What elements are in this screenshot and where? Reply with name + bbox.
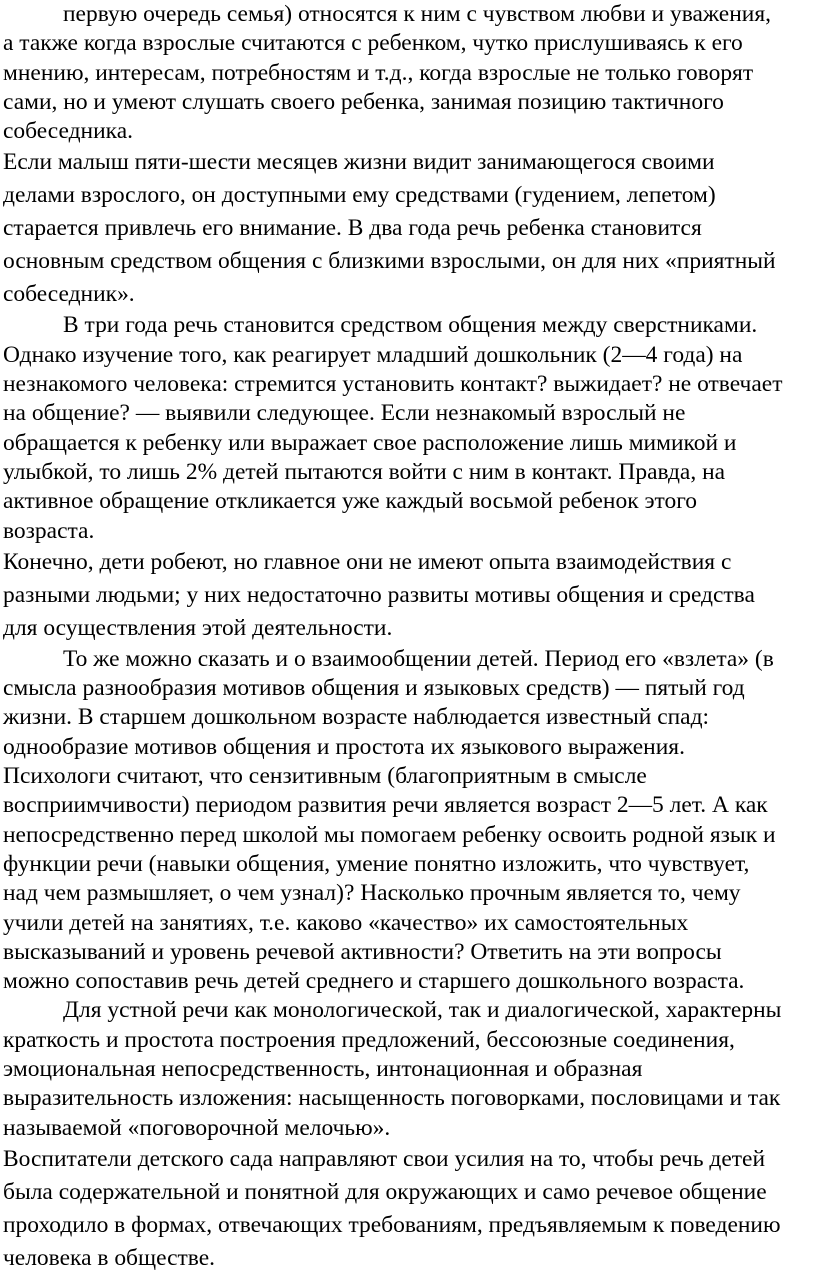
text-line: Для устной речи как монологической, так и диалогической, характерны xyxy=(63,997,782,1024)
text-line: Воспитатели детского сада направляют свои усилия на то, чтобы речь детей xyxy=(3,1145,766,1172)
text-line: была содержательной и понятной для окружающих и само речевое общение xyxy=(3,1178,767,1205)
text-line: Однако изучение того, как реагирует младший дошкольник (2—4 года) на xyxy=(3,341,743,368)
text-line: собеседник». xyxy=(3,281,135,308)
text-line: над чем размышляет, о чем узнал)? Насколько прочным является то, чему xyxy=(3,880,741,907)
text-line: обращается к ребенку или выражает свое расположение лишь мимикой и xyxy=(3,429,737,456)
text-line: То же можно сказать и о взаимообщении детей. Период его «взлета» (в xyxy=(63,645,774,672)
text-line: жизни. В старшем дошкольном возрасте наблюдается известный спад: xyxy=(3,704,710,731)
text-line: можно сопоставив речь детей среднего и старшего дошкольного возраста. xyxy=(3,968,745,995)
text-line: функции речи (навыки общения, умение понятно изложить, что чувствует, xyxy=(3,850,750,877)
text-line: улыбкой, то лишь 2% детей пытаются войти с ним в контакт. Правда, на xyxy=(3,458,726,485)
text-line: В три года речь становится средством общения между сверстниками. xyxy=(63,312,758,339)
text-line: высказываний и уровень речевой активности? Ответить на эти вопросы xyxy=(3,938,722,965)
text-line: Если малыш пяти-шести месяцев жизни видит занимающегося своими xyxy=(3,149,715,176)
text-line: Психологи считают, что сензитивным (благоприятным в смысле xyxy=(3,763,647,790)
text-line: мнению, интересам, потребностям и т.д., когда взрослые не только говорят xyxy=(3,59,754,86)
text-line: основным средством общения с близкими взрослыми, он для них «приятный xyxy=(3,248,776,275)
text-line: учили детей на занятиях, т.е. каково «качество» их самостоятельных xyxy=(3,909,689,936)
text-line: человека в обществе. xyxy=(3,1244,215,1271)
text-line: активное обращение откликается уже каждый восьмой ребенок этого xyxy=(3,488,698,515)
text-line: делами взрослого, он доступными ему средствами (гудением, лепетом) xyxy=(3,182,716,209)
text-line: эмоциональная непосредственность, интонационная и образная xyxy=(3,1056,643,1083)
text-line: Конечно, дети робеют, но главное они не имеют опыта взаимодействия с xyxy=(3,548,732,575)
text-line: сами, но и умеют слушать своего ребенка, занимая позицию тактичного xyxy=(3,88,724,115)
text-line: разными людьми; у них недостаточно развиты мотивы общения и средства xyxy=(3,581,755,608)
text-line: для осуществления этой деятельности. xyxy=(3,614,393,641)
text-line: старается привлечь его внимание. В два года речь ребенка становится xyxy=(3,215,702,242)
text-line: однообразие мотивов общения и простота их языкового выражения. xyxy=(3,733,685,760)
text-line: выразительность изложения: насыщенность поговорками, пословицами и так xyxy=(3,1085,781,1112)
text-line: возраста. xyxy=(3,517,95,544)
text-line: называемой «поговорочной мелочью». xyxy=(3,1114,391,1141)
text-line: непосредственно перед школой мы помогаем ребенку освоить родной язык и xyxy=(3,821,776,848)
text-line: восприимчивости) периодом развития речи является возраст 2—5 лет. А как xyxy=(3,792,768,819)
text-line: краткость и простота построения предложений, бессоюзные соединения, xyxy=(3,1026,735,1053)
text-line: а также когда взрослые считаются с ребенком, чутко прислушиваясь к его xyxy=(3,30,743,57)
text-line: собеседника. xyxy=(3,118,134,145)
text-line: на общение? — выявили следующее. Если незнакомый взрослый не xyxy=(3,400,686,427)
text-line: смысла разнообразия мотивов общения и языковых средств) — пятый год xyxy=(3,675,745,702)
text-line: проходило в формах, отвечающих требованиям, предъявляемым к поведению xyxy=(3,1211,781,1238)
text-line: незнакомого человека: стремится установить контакт? выжидает? не отвечает xyxy=(3,371,783,398)
text-line: первую очередь семья) относятся к ним с чувством любви и уважения, xyxy=(63,1,772,27)
